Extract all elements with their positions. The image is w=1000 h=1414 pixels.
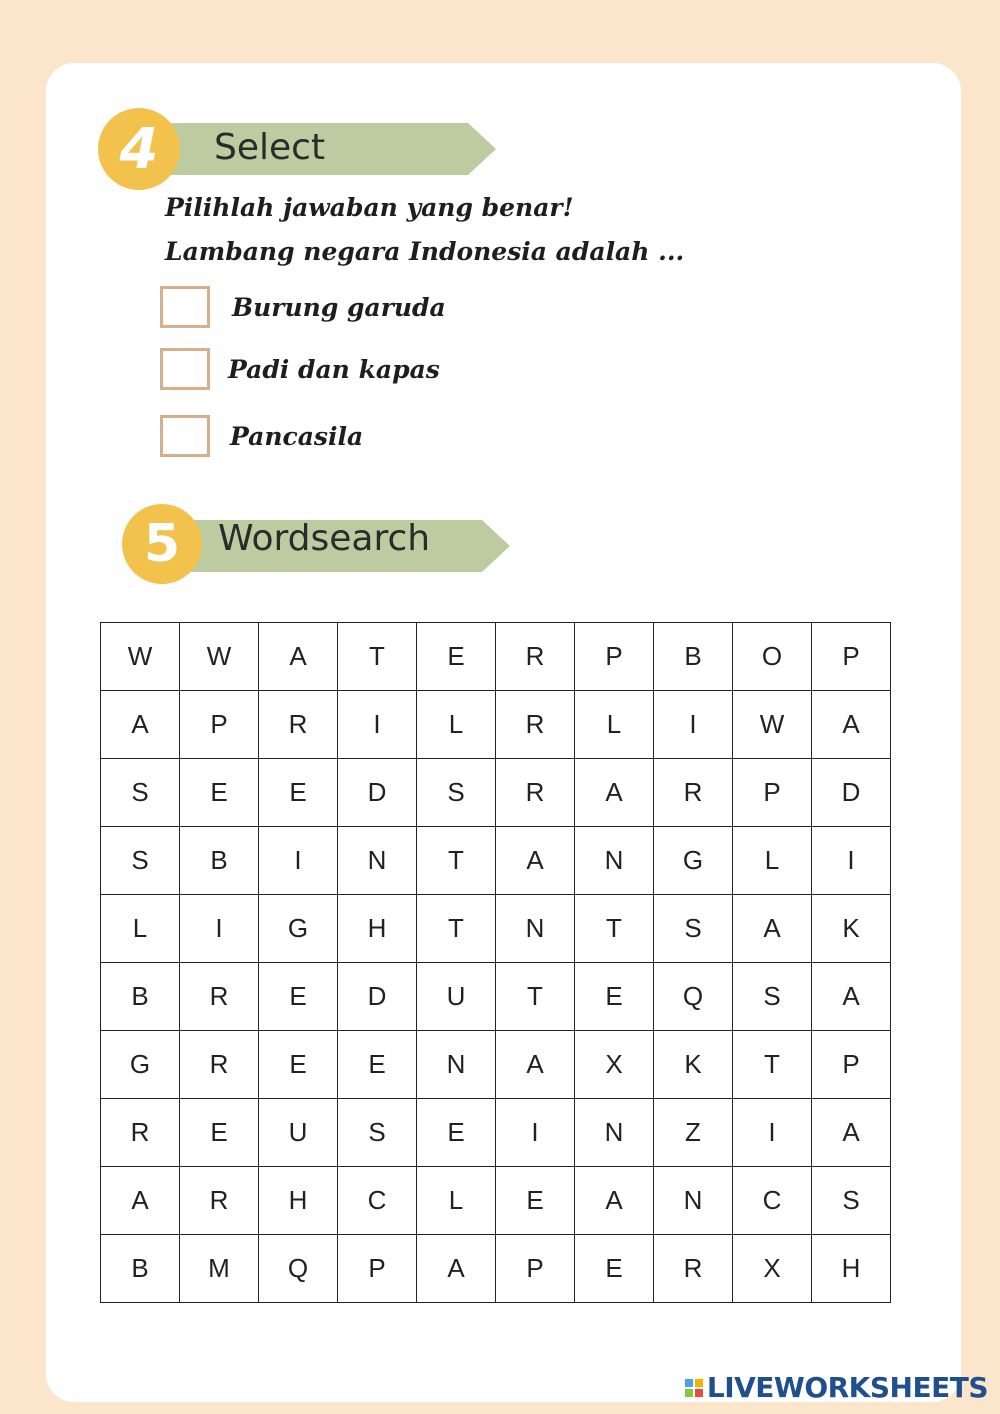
grid-cell[interactable]: S bbox=[101, 759, 180, 827]
instruction-text: Pilihlah jawaban yang benar! bbox=[165, 193, 574, 222]
grid-cell[interactable]: I bbox=[259, 827, 338, 895]
grid-cell[interactable]: R bbox=[101, 1099, 180, 1167]
grid-cell[interactable]: R bbox=[496, 691, 575, 759]
grid-cell[interactable]: S bbox=[733, 963, 812, 1031]
grid-cell[interactable]: D bbox=[338, 963, 417, 1031]
grid-cell[interactable]: Z bbox=[654, 1099, 733, 1167]
section-number-badge: 4 bbox=[98, 108, 180, 190]
grid-cell[interactable]: N bbox=[575, 1099, 654, 1167]
option-label: Burung garuda bbox=[232, 292, 446, 322]
option-label: Padi dan kapas bbox=[228, 354, 440, 384]
grid-cell[interactable]: E bbox=[180, 759, 259, 827]
grid-cell[interactable]: G bbox=[259, 895, 338, 963]
grid-cell[interactable]: G bbox=[654, 827, 733, 895]
grid-cell[interactable]: L bbox=[417, 1167, 496, 1235]
grid-cell[interactable]: P bbox=[496, 1235, 575, 1303]
grid-cell[interactable]: A bbox=[733, 895, 812, 963]
option-pancasila[interactable] bbox=[160, 412, 363, 460]
option-burung-garuda[interactable] bbox=[160, 283, 446, 331]
grid-cell[interactable]: W bbox=[733, 691, 812, 759]
grid-cell[interactable]: B bbox=[654, 623, 733, 691]
grid-cell[interactable]: L bbox=[417, 691, 496, 759]
grid-cell[interactable]: I bbox=[338, 691, 417, 759]
grid-cell[interactable]: P bbox=[180, 691, 259, 759]
grid-cell[interactable]: E bbox=[259, 1031, 338, 1099]
grid-cell[interactable]: E bbox=[496, 1167, 575, 1235]
grid-cell[interactable]: E bbox=[575, 963, 654, 1031]
wordsearch-grid bbox=[100, 622, 891, 1303]
grid-cell[interactable]: S bbox=[101, 827, 180, 895]
grid-cell[interactable]: U bbox=[259, 1099, 338, 1167]
grid-cell[interactable]: A bbox=[101, 1167, 180, 1235]
section-number-badge: 5 bbox=[122, 504, 202, 584]
grid-row bbox=[101, 623, 891, 691]
grid-cell[interactable]: I bbox=[496, 1099, 575, 1167]
grid-cell[interactable]: N bbox=[575, 827, 654, 895]
grid-cell[interactable]: P bbox=[575, 623, 654, 691]
grid-cell[interactable]: E bbox=[575, 1235, 654, 1303]
question-text: Lambang negara Indonesia adalah ... bbox=[165, 237, 685, 266]
grid-row bbox=[101, 1235, 891, 1303]
grid-cell[interactable]: R bbox=[654, 759, 733, 827]
answer-checkbox[interactable] bbox=[160, 415, 210, 457]
grid-cell[interactable]: B bbox=[101, 1235, 180, 1303]
grid-row bbox=[101, 759, 891, 827]
grid-cell[interactable]: P bbox=[733, 759, 812, 827]
grid-cell[interactable]: R bbox=[180, 1167, 259, 1235]
grid-cell[interactable]: A bbox=[496, 1031, 575, 1099]
grid-cell[interactable]: E bbox=[180, 1099, 259, 1167]
grid-cell[interactable]: N bbox=[496, 895, 575, 963]
grid-row bbox=[101, 895, 891, 963]
grid-cell[interactable]: A bbox=[259, 623, 338, 691]
grid-cell[interactable]: P bbox=[338, 1235, 417, 1303]
logo-mark-icon bbox=[685, 1379, 703, 1397]
grid-cell[interactable]: A bbox=[496, 827, 575, 895]
grid-cell[interactable]: A bbox=[812, 963, 891, 1031]
grid-cell[interactable]: S bbox=[338, 1099, 417, 1167]
grid-cell[interactable]: H bbox=[338, 895, 417, 963]
grid-cell[interactable]: P bbox=[812, 623, 891, 691]
grid-cell[interactable]: S bbox=[812, 1167, 891, 1235]
brand-name: LIVEWORKSHEETS bbox=[706, 1371, 988, 1404]
grid-cell[interactable]: H bbox=[812, 1235, 891, 1303]
grid-cell[interactable]: C bbox=[733, 1167, 812, 1235]
grid-cell[interactable]: I bbox=[733, 1099, 812, 1167]
grid-cell[interactable]: E bbox=[417, 1099, 496, 1167]
answer-checkbox[interactable] bbox=[160, 348, 210, 390]
section-5-banner bbox=[118, 500, 512, 590]
grid-cell[interactable]: A bbox=[575, 1167, 654, 1235]
grid-cell[interactable]: H bbox=[259, 1167, 338, 1235]
grid-cell[interactable]: S bbox=[654, 895, 733, 963]
grid-cell[interactable]: A bbox=[812, 1099, 891, 1167]
grid-cell[interactable]: L bbox=[101, 895, 180, 963]
grid-cell[interactable]: R bbox=[496, 759, 575, 827]
grid-cell[interactable]: N bbox=[654, 1167, 733, 1235]
grid-cell[interactable]: W bbox=[180, 623, 259, 691]
grid-cell[interactable]: G bbox=[101, 1031, 180, 1099]
grid-cell[interactable]: T bbox=[496, 963, 575, 1031]
grid-cell[interactable]: L bbox=[733, 827, 812, 895]
grid-cell[interactable]: N bbox=[338, 827, 417, 895]
grid-cell[interactable]: L bbox=[575, 691, 654, 759]
section-title: Wordsearch bbox=[218, 518, 431, 559]
grid-cell[interactable]: B bbox=[180, 827, 259, 895]
grid-cell[interactable]: E bbox=[259, 963, 338, 1031]
grid-cell[interactable]: E bbox=[417, 623, 496, 691]
grid-cell[interactable]: M bbox=[180, 1235, 259, 1303]
section-4-banner bbox=[96, 104, 496, 194]
grid-cell[interactable]: I bbox=[812, 827, 891, 895]
grid-cell[interactable]: I bbox=[180, 895, 259, 963]
grid-cell[interactable]: I bbox=[654, 691, 733, 759]
grid-cell[interactable]: A bbox=[417, 1235, 496, 1303]
grid-cell[interactable]: A bbox=[575, 759, 654, 827]
grid-cell[interactable]: X bbox=[733, 1235, 812, 1303]
grid-cell[interactable]: X bbox=[575, 1031, 654, 1099]
grid-cell[interactable]: T bbox=[417, 827, 496, 895]
grid-cell[interactable]: K bbox=[654, 1031, 733, 1099]
grid-cell[interactable]: A bbox=[812, 691, 891, 759]
grid-cell[interactable]: T bbox=[575, 895, 654, 963]
grid-row bbox=[101, 1099, 891, 1167]
grid-cell[interactable]: R bbox=[180, 1031, 259, 1099]
grid-cell[interactable]: K bbox=[812, 895, 891, 963]
grid-cell[interactable]: P bbox=[812, 1031, 891, 1099]
grid-cell[interactable]: Q bbox=[654, 963, 733, 1031]
grid-cell[interactable]: R bbox=[180, 963, 259, 1031]
section-title: Select bbox=[214, 127, 326, 168]
answer-checkbox[interactable] bbox=[160, 286, 210, 328]
grid-cell[interactable]: Q bbox=[259, 1235, 338, 1303]
option-label: Pancasila bbox=[230, 421, 364, 451]
grid-cell[interactable]: T bbox=[417, 895, 496, 963]
grid-cell[interactable]: R bbox=[259, 691, 338, 759]
grid-cell[interactable]: B bbox=[101, 963, 180, 1031]
option-padi-dan-kapas[interactable] bbox=[160, 345, 440, 393]
grid-cell[interactable]: W bbox=[101, 623, 180, 691]
grid-cell[interactable]: D bbox=[338, 759, 417, 827]
grid-cell[interactable]: T bbox=[338, 623, 417, 691]
grid-row bbox=[101, 691, 891, 759]
grid-row bbox=[101, 963, 891, 1031]
grid-row bbox=[101, 827, 891, 895]
grid-cell[interactable]: C bbox=[338, 1167, 417, 1235]
grid-cell[interactable]: N bbox=[417, 1031, 496, 1099]
liveworksheets-logo bbox=[685, 1371, 988, 1404]
grid-cell[interactable]: E bbox=[338, 1031, 417, 1099]
grid-cell[interactable]: O bbox=[733, 623, 812, 691]
grid-row bbox=[101, 1167, 891, 1235]
grid-cell[interactable]: A bbox=[101, 691, 180, 759]
grid-cell[interactable]: E bbox=[259, 759, 338, 827]
grid-cell[interactable]: R bbox=[496, 623, 575, 691]
grid-cell[interactable]: S bbox=[417, 759, 496, 827]
grid-cell[interactable]: R bbox=[654, 1235, 733, 1303]
grid-row bbox=[101, 1031, 891, 1099]
grid-cell[interactable]: U bbox=[417, 963, 496, 1031]
grid-cell[interactable]: T bbox=[733, 1031, 812, 1099]
grid-cell[interactable]: D bbox=[812, 759, 891, 827]
